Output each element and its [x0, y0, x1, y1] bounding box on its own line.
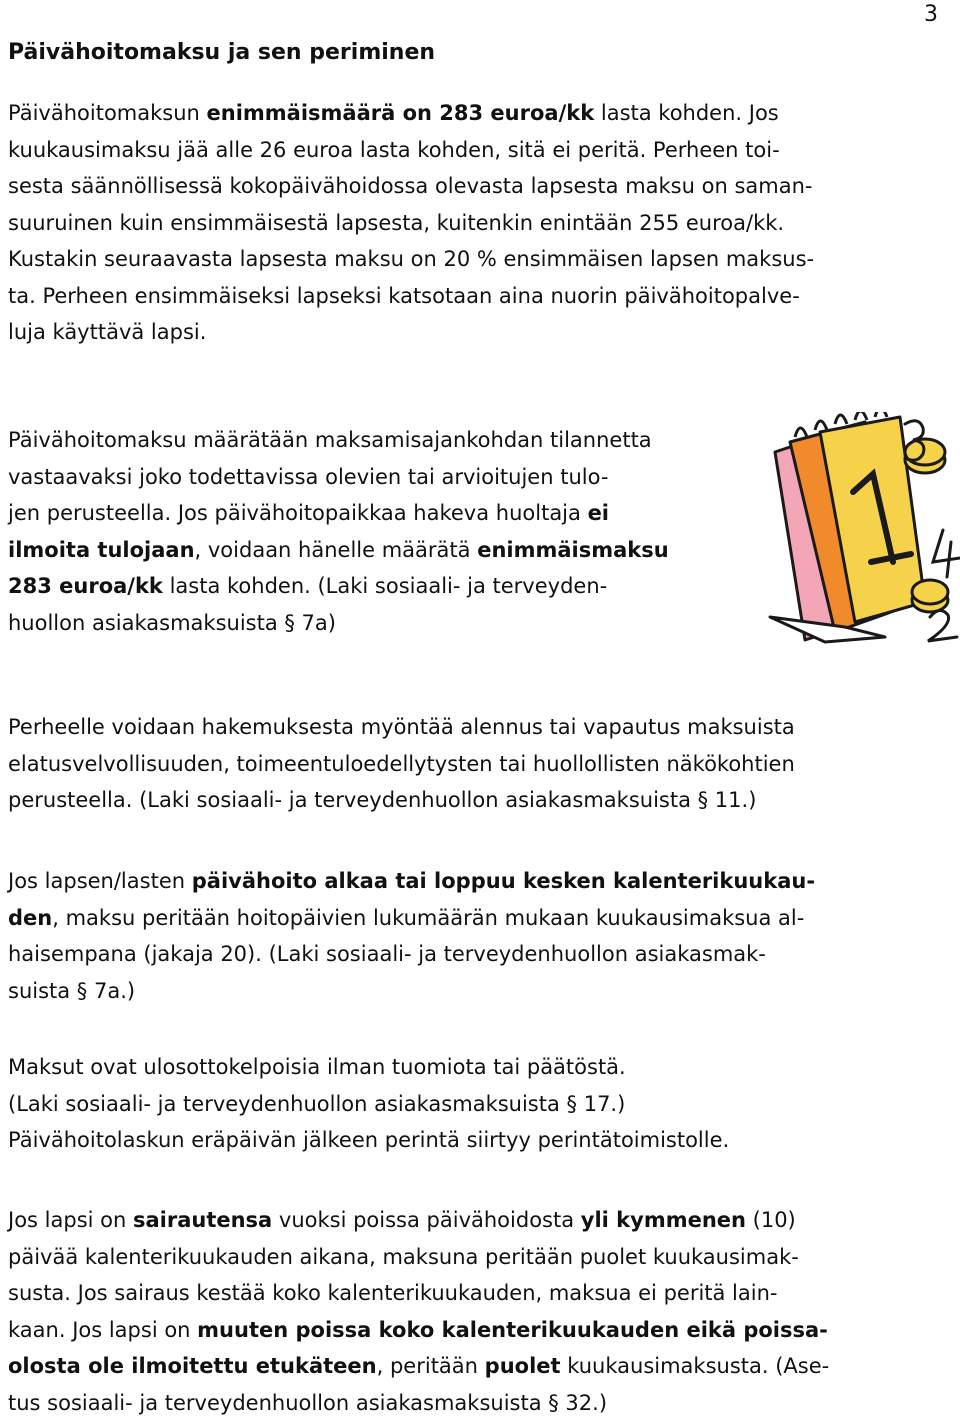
paragraph-fee-maximum: Päivähoitomaksun enimmäismäärä on 283 euroa/kk lasta kohden. Jos kuukausimaksu jää alle 26 euroa lasta kohden, sitä ei peritä. Perheen toi- sesta säännöllisessä kokopäivähoidossa olevasta lapsesta maksu on saman- suuruinen kuin ensimmäisestä lapsesta, kuitenkin enintään 255 euroa/kk. Kustakin seuraavasta lapsesta maksu on 20 % ensimmäisen lapsen maksus- ta. Perheen ensimmäiseksi lapseksi katsotaan aina nuorin päivähoitopalve- luja käyttävä lapsi. — [8, 101, 815, 344]
bold-max-amount: enimmäismäärä on 283 euroa/kk — [206, 101, 595, 125]
digit-two — [928, 610, 957, 641]
page-title: Päivähoitomaksu ja sen periminen — [8, 40, 436, 65]
calendar-pages — [770, 417, 925, 642]
paragraph-fee-reduction: Perheelle voidaan hakemuksesta myöntää alennus tai vapautus maksuista elatusvelvollisuuden, toimeentuloedellytysten tai huollollisten näkökohtien perusteella. (Laki sosiaali- ja terveydenhuollon asiakasmaksuista § 11.) — [8, 715, 795, 812]
paragraph-partial-month: Jos lapsen/lasten päivähoito alkaa tai loppuu kesken kalenterikuukau- den, maksu peritään hoitopäivien lukumäärän mukaan kuukausimaksua al- haisempana (jakaja 20). (Laki sosiaali- ja terveydenhuollon asiakasmak- suista § 7a.) — [8, 869, 816, 1003]
paragraph-absence: Jos lapsi on sairautensa vuoksi poissa päivähoidosta yli kymmenen (10) päivää kalenterikuukauden aikana, maksuna peritään puolet kuukausimak- susta. Jos sairaus kestää koko kalenterikuukauden, maksua ei peritä lain- kaan. Jos lapsi on muuten poissa koko kalenterikuukauden eikä poissa- olosta ole ilmoitettu etukäteen, peritään puolet kuukausimaksusta. (Ase- tus sosiaali- ja terveydenhuollon asiakasmaksuista § 32.) — [8, 1208, 830, 1415]
calendar-coins-icon — [765, 412, 960, 644]
paragraph-fee-determination: Päivähoitomaksu määrätään maksamisajankohdan tilannetta vastaavaksi joko todettavissa olevien tai arvioitujen tulo- jen perusteella. Jos päivähoitopaikkaa hakeva huoltaja ei ilmoita tulojaan, voidaan hänelle määrätä enimmäismaksu 283 euroa/kk lasta kohden. (Laki sosiaali- ja terveyden- huollon asiakasmaksuista § 7a) — [8, 428, 669, 635]
paragraph-enforcement: Maksut ovat ulosottokelpoisia ilman tuomiota tai päätöstä. (Laki sosiaali- ja terveydenhuollon asiakasmaksuista § 17.) Päivähoitolaskun eräpäivän jälkeen perintä siirtyy perintätoimistolle. — [8, 1055, 730, 1152]
page-number: 3 — [924, 2, 938, 27]
digit-four — [933, 530, 960, 577]
